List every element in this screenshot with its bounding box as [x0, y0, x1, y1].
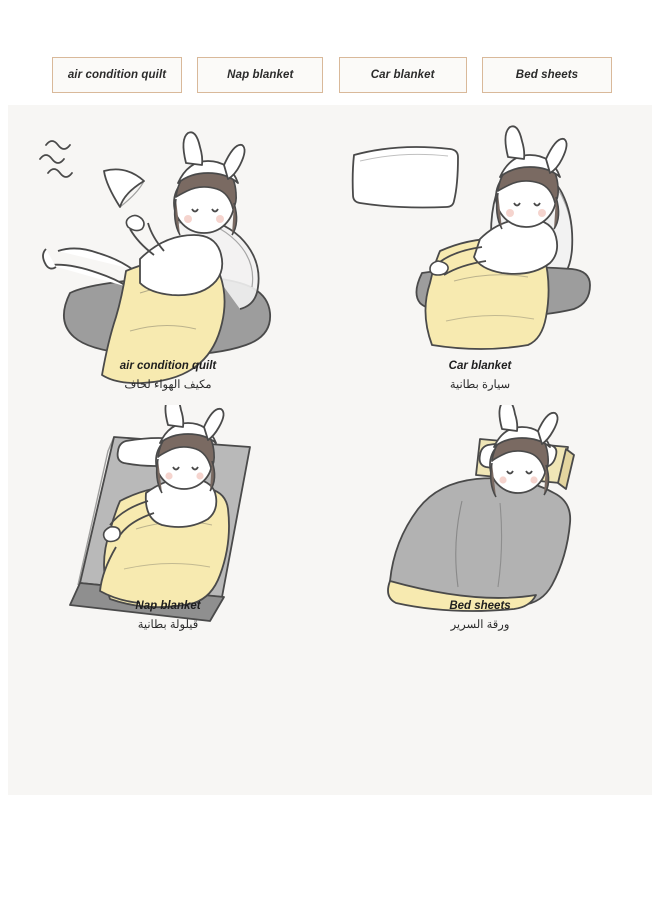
label-chip-row	[52, 55, 612, 95]
chip-air-condition-quilt: air condition quilt	[52, 57, 182, 93]
caption-ar: ورقة السرير	[450, 619, 510, 631]
caption-bed-sheets	[330, 600, 630, 631]
chip-car-blanket: Car blanket	[339, 57, 467, 93]
caption-en: Car blanket	[448, 360, 512, 372]
caption-car-blanket	[330, 360, 630, 391]
caption-ar: مكيف الهواء لحاف	[124, 379, 212, 391]
caption-en: air condition quilt	[119, 360, 217, 372]
caption-air-condition-quilt	[18, 360, 318, 391]
caption-ar: سيارة بطانية	[449, 379, 511, 391]
caption-ar: قيلولة بطانية	[137, 619, 199, 631]
chip-nap-blanket: Nap blanket	[197, 57, 323, 93]
chip-bed-sheets: Bed sheets	[482, 57, 612, 93]
scene-air-condition-quilt	[18, 125, 318, 385]
caption-nap-blanket	[18, 600, 318, 631]
caption-en: Bed sheets	[449, 600, 511, 612]
caption-en: Nap blanket	[135, 600, 201, 612]
scene-car-blanket	[330, 125, 630, 385]
